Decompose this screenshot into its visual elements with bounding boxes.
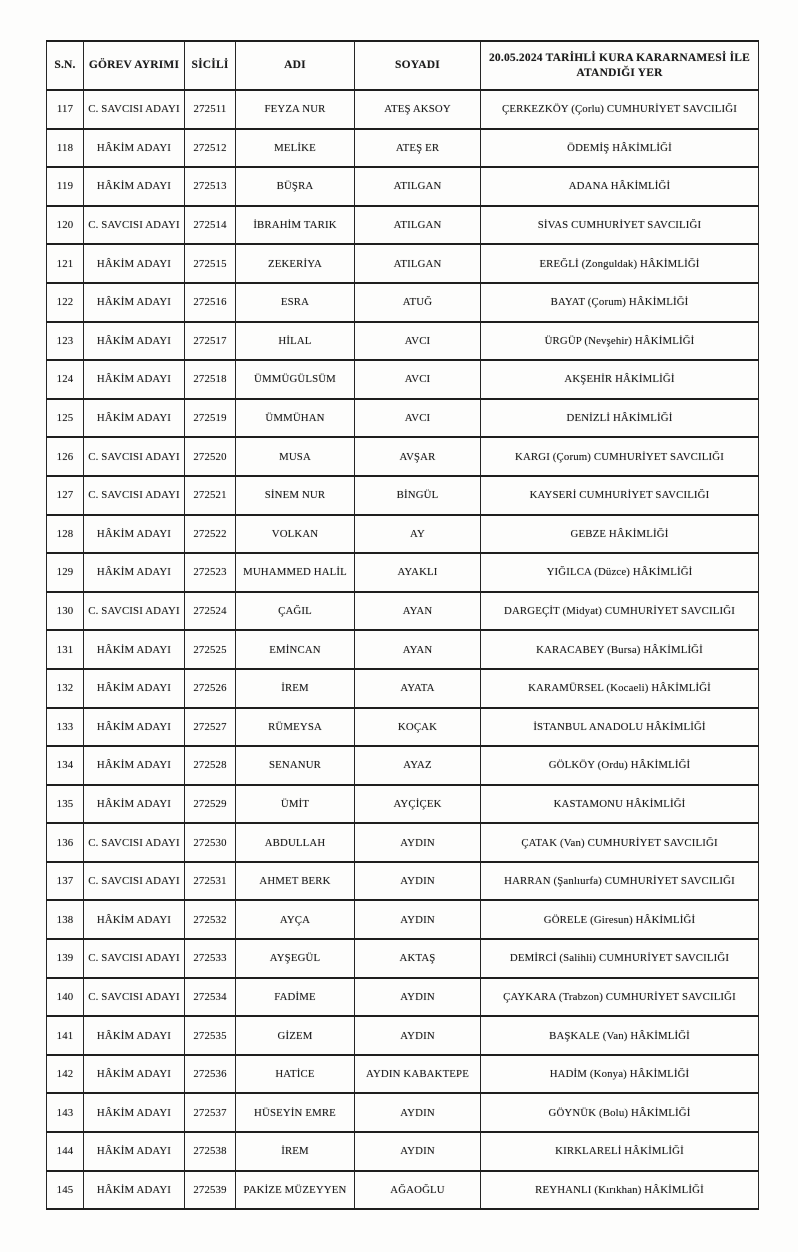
cell-soyadi: AYDIN — [355, 1016, 481, 1055]
cell-adi: FADİME — [236, 978, 355, 1017]
cell-adi: HATİCE — [236, 1055, 355, 1094]
table-row — [47, 515, 759, 554]
cell-soyadi: ATUĞ — [355, 283, 481, 322]
table-row — [47, 283, 759, 322]
cell-yer: YIĞILCA (Düzce) HÂKİMLİĞİ — [481, 553, 759, 592]
cell-gorev: C. SAVCISI ADAYI — [84, 823, 185, 862]
table-header-row — [47, 41, 759, 90]
table-row — [47, 939, 759, 978]
cell-yer: GÖYNÜK (Bolu) HÂKİMLİĞİ — [481, 1093, 759, 1132]
cell-adi: BÜŞRA — [236, 167, 355, 206]
cell-adi: MUSA — [236, 437, 355, 476]
table-row — [47, 437, 759, 476]
cell-adi: MUHAMMED HALİL — [236, 553, 355, 592]
table-row — [47, 708, 759, 747]
cell-adi: ESRA — [236, 283, 355, 322]
cell-yer: AKŞEHİR HÂKİMLİĞİ — [481, 360, 759, 399]
cell-yer: DARGEÇİT (Midyat) CUMHURİYET SAVCILIĞI — [481, 592, 759, 631]
cell-sn: 132 — [47, 669, 84, 708]
cell-gorev: HÂKİM ADAYI — [84, 515, 185, 554]
table-row — [47, 1132, 759, 1171]
cell-gorev: HÂKİM ADAYI — [84, 900, 185, 939]
table-row — [47, 785, 759, 824]
cell-adi: GİZEM — [236, 1016, 355, 1055]
cell-gorev: C. SAVCISI ADAYI — [84, 476, 185, 515]
cell-soyadi: AĞAOĞLU — [355, 1171, 481, 1210]
cell-soyadi: AY — [355, 515, 481, 554]
cell-soyadi: AYDIN — [355, 823, 481, 862]
cell-yer: İSTANBUL ANADOLU HÂKİMLİĞİ — [481, 708, 759, 747]
cell-adi: İREM — [236, 669, 355, 708]
cell-yer: GÖLKÖY (Ordu) HÂKİMLİĞİ — [481, 746, 759, 785]
cell-sicil: 272517 — [185, 322, 236, 361]
cell-gorev: HÂKİM ADAYI — [84, 322, 185, 361]
cell-sn: 130 — [47, 592, 84, 631]
cell-soyadi: BİNGÜL — [355, 476, 481, 515]
cell-sicil: 272513 — [185, 167, 236, 206]
cell-soyadi: KOÇAK — [355, 708, 481, 747]
table-row — [47, 322, 759, 361]
cell-gorev: HÂKİM ADAYI — [84, 785, 185, 824]
cell-sicil: 272533 — [185, 939, 236, 978]
cell-soyadi: ATEŞ ER — [355, 129, 481, 168]
cell-gorev: C. SAVCISI ADAYI — [84, 978, 185, 1017]
cell-yer: DENİZLİ HÂKİMLİĞİ — [481, 399, 759, 438]
column-header-sicil: SİCİLİ — [185, 41, 236, 90]
cell-sicil: 272515 — [185, 244, 236, 283]
cell-yer: GÖRELE (Giresun) HÂKİMLİĞİ — [481, 900, 759, 939]
cell-gorev: C. SAVCISI ADAYI — [84, 206, 185, 245]
cell-adi: RÜMEYSA — [236, 708, 355, 747]
cell-gorev: C. SAVCISI ADAYI — [84, 862, 185, 901]
cell-sicil: 272516 — [185, 283, 236, 322]
cell-sn: 136 — [47, 823, 84, 862]
cell-adi: İBRAHİM TARIK — [236, 206, 355, 245]
cell-gorev: HÂKİM ADAYI — [84, 1132, 185, 1171]
cell-sn: 117 — [47, 90, 84, 129]
cell-sicil: 272535 — [185, 1016, 236, 1055]
table-row — [47, 129, 759, 168]
cell-gorev: HÂKİM ADAYI — [84, 1016, 185, 1055]
cell-sicil: 272530 — [185, 823, 236, 862]
cell-sn: 141 — [47, 1016, 84, 1055]
table-row — [47, 90, 759, 129]
cell-yer: HADİM (Konya) HÂKİMLİĞİ — [481, 1055, 759, 1094]
cell-adi: AYŞEGÜL — [236, 939, 355, 978]
cell-gorev: HÂKİM ADAYI — [84, 129, 185, 168]
cell-sicil: 272531 — [185, 862, 236, 901]
cell-adi: EMİNCAN — [236, 630, 355, 669]
cell-adi: ZEKERİYA — [236, 244, 355, 283]
cell-sn: 131 — [47, 630, 84, 669]
cell-gorev: HÂKİM ADAYI — [84, 1171, 185, 1210]
cell-yer: EREĞLİ (Zonguldak) HÂKİMLİĞİ — [481, 244, 759, 283]
cell-sn: 129 — [47, 553, 84, 592]
table-row — [47, 592, 759, 631]
cell-soyadi: AYATA — [355, 669, 481, 708]
cell-yer: REYHANLI (Kırıkhan) HÂKİMLİĞİ — [481, 1171, 759, 1210]
cell-soyadi: ATILGAN — [355, 167, 481, 206]
cell-adi: SİNEM NUR — [236, 476, 355, 515]
cell-soyadi: AVCI — [355, 399, 481, 438]
cell-gorev: HÂKİM ADAYI — [84, 167, 185, 206]
cell-sicil: 272537 — [185, 1093, 236, 1132]
cell-soyadi: AYAZ — [355, 746, 481, 785]
cell-sicil: 272520 — [185, 437, 236, 476]
cell-yer: ÖDEMİŞ HÂKİMLİĞİ — [481, 129, 759, 168]
cell-sicil: 272512 — [185, 129, 236, 168]
table-row — [47, 1016, 759, 1055]
cell-yer: KIRKLARELİ HÂKİMLİĞİ — [481, 1132, 759, 1171]
table-row — [47, 399, 759, 438]
cell-sicil: 272518 — [185, 360, 236, 399]
cell-sicil: 272524 — [185, 592, 236, 631]
table-row — [47, 862, 759, 901]
cell-soyadi: AVCI — [355, 322, 481, 361]
table-row — [47, 244, 759, 283]
cell-gorev: HÂKİM ADAYI — [84, 1055, 185, 1094]
table-row — [47, 360, 759, 399]
cell-gorev: HÂKİM ADAYI — [84, 746, 185, 785]
cell-sn: 118 — [47, 129, 84, 168]
cell-sicil: 272514 — [185, 206, 236, 245]
cell-sn: 126 — [47, 437, 84, 476]
cell-adi: AYÇA — [236, 900, 355, 939]
column-header-sn: S.N. — [47, 41, 84, 90]
cell-soyadi: ATEŞ AKSOY — [355, 90, 481, 129]
cell-sn: 127 — [47, 476, 84, 515]
cell-sicil: 272521 — [185, 476, 236, 515]
assignment-table — [46, 40, 759, 1210]
table-header — [47, 41, 759, 90]
cell-adi: ÜMMÜGÜLSÜM — [236, 360, 355, 399]
cell-yer: DEMİRCİ (Salihli) CUMHURİYET SAVCILIĞI — [481, 939, 759, 978]
cell-yer: SİVAS CUMHURİYET SAVCILIĞI — [481, 206, 759, 245]
cell-sn: 134 — [47, 746, 84, 785]
cell-adi: HÜSEYİN EMRE — [236, 1093, 355, 1132]
table-row — [47, 900, 759, 939]
cell-gorev: HÂKİM ADAYI — [84, 244, 185, 283]
cell-sicil: 272519 — [185, 399, 236, 438]
cell-sicil: 272539 — [185, 1171, 236, 1210]
cell-sn: 123 — [47, 322, 84, 361]
cell-yer: ÜRGÜP (Nevşehir) HÂKİMLİĞİ — [481, 322, 759, 361]
cell-sn: 133 — [47, 708, 84, 747]
cell-gorev: HÂKİM ADAYI — [84, 553, 185, 592]
cell-soyadi: AYDIN KABAKTEPE — [355, 1055, 481, 1094]
cell-adi: ÇAĞIL — [236, 592, 355, 631]
table-row — [47, 823, 759, 862]
cell-yer: KASTAMONU HÂKİMLİĞİ — [481, 785, 759, 824]
cell-gorev: C. SAVCISI ADAYI — [84, 90, 185, 129]
cell-soyadi: AYDIN — [355, 1132, 481, 1171]
cell-sn: 120 — [47, 206, 84, 245]
column-header-soyadi: SOYADI — [355, 41, 481, 90]
table-row — [47, 167, 759, 206]
cell-yer: KARGI (Çorum) CUMHURİYET SAVCILIĞI — [481, 437, 759, 476]
table-row — [47, 1055, 759, 1094]
cell-sicil: 272511 — [185, 90, 236, 129]
cell-adi: İREM — [236, 1132, 355, 1171]
cell-adi: PAKİZE MÜZEYYEN — [236, 1171, 355, 1210]
cell-adi: ABDULLAH — [236, 823, 355, 862]
cell-sn: 119 — [47, 167, 84, 206]
cell-sicil: 272527 — [185, 708, 236, 747]
cell-gorev: C. SAVCISI ADAYI — [84, 939, 185, 978]
cell-sn: 122 — [47, 283, 84, 322]
column-header-yer: 20.05.2024 TARİHLİ KURA KARARNAMESİ İLE ATANDIĞI YER — [481, 41, 759, 90]
cell-sicil: 272523 — [185, 553, 236, 592]
cell-soyadi: ATILGAN — [355, 206, 481, 245]
cell-yer: ÇAYKARA (Trabzon) CUMHURİYET SAVCILIĞI — [481, 978, 759, 1017]
cell-soyadi: AYAN — [355, 630, 481, 669]
cell-sicil: 272526 — [185, 669, 236, 708]
table-row — [47, 476, 759, 515]
cell-soyadi: ATILGAN — [355, 244, 481, 283]
cell-gorev: HÂKİM ADAYI — [84, 283, 185, 322]
cell-gorev: C. SAVCISI ADAYI — [84, 592, 185, 631]
table-row — [47, 630, 759, 669]
cell-sn: 143 — [47, 1093, 84, 1132]
table-row — [47, 978, 759, 1017]
column-header-gorev: GÖREV AYRIMI — [84, 41, 185, 90]
table-row — [47, 746, 759, 785]
cell-soyadi: AYÇİÇEK — [355, 785, 481, 824]
cell-soyadi: AYDIN — [355, 1093, 481, 1132]
cell-sicil: 272536 — [185, 1055, 236, 1094]
cell-yer: ÇERKEZKÖY (Çorlu) CUMHURİYET SAVCILIĞI — [481, 90, 759, 129]
cell-soyadi: AYDIN — [355, 978, 481, 1017]
cell-yer: KARACABEY (Bursa) HÂKİMLİĞİ — [481, 630, 759, 669]
cell-adi: FEYZA NUR — [236, 90, 355, 129]
cell-sn: 138 — [47, 900, 84, 939]
cell-sn: 145 — [47, 1171, 84, 1210]
cell-sicil: 272534 — [185, 978, 236, 1017]
cell-adi: AHMET BERK — [236, 862, 355, 901]
cell-soyadi: AVŞAR — [355, 437, 481, 476]
table-row — [47, 1093, 759, 1132]
cell-yer: ÇATAK (Van) CUMHURİYET SAVCILIĞI — [481, 823, 759, 862]
cell-yer: GEBZE HÂKİMLİĞİ — [481, 515, 759, 554]
cell-sn: 125 — [47, 399, 84, 438]
cell-soyadi: AYAKLI — [355, 553, 481, 592]
cell-sicil: 272525 — [185, 630, 236, 669]
cell-yer: KARAMÜRSEL (Kocaeli) HÂKİMLİĞİ — [481, 669, 759, 708]
cell-yer: HARRAN (Şanlıurfa) CUMHURİYET SAVCILIĞI — [481, 862, 759, 901]
cell-sn: 137 — [47, 862, 84, 901]
cell-sn: 135 — [47, 785, 84, 824]
cell-gorev: HÂKİM ADAYI — [84, 1093, 185, 1132]
cell-yer: KAYSERİ CUMHURİYET SAVCILIĞI — [481, 476, 759, 515]
cell-sn: 124 — [47, 360, 84, 399]
cell-sicil: 272532 — [185, 900, 236, 939]
cell-sn: 144 — [47, 1132, 84, 1171]
cell-gorev: HÂKİM ADAYI — [84, 708, 185, 747]
cell-adi: ÜMMÜHAN — [236, 399, 355, 438]
column-header-adi: ADI — [236, 41, 355, 90]
cell-yer: ADANA HÂKİMLİĞİ — [481, 167, 759, 206]
cell-gorev: HÂKİM ADAYI — [84, 630, 185, 669]
cell-gorev: C. SAVCISI ADAYI — [84, 437, 185, 476]
cell-gorev: HÂKİM ADAYI — [84, 669, 185, 708]
cell-yer: BAYAT (Çorum) HÂKİMLİĞİ — [481, 283, 759, 322]
table-row — [47, 1171, 759, 1210]
cell-soyadi: AVCI — [355, 360, 481, 399]
cell-sicil: 272528 — [185, 746, 236, 785]
cell-soyadi: AYDIN — [355, 862, 481, 901]
cell-adi: VOLKAN — [236, 515, 355, 554]
cell-adi: HİLAL — [236, 322, 355, 361]
cell-sicil: 272529 — [185, 785, 236, 824]
cell-soyadi: AYAN — [355, 592, 481, 631]
table-row — [47, 669, 759, 708]
table-row — [47, 206, 759, 245]
cell-gorev: HÂKİM ADAYI — [84, 360, 185, 399]
cell-yer: BAŞKALE (Van) HÂKİMLİĞİ — [481, 1016, 759, 1055]
cell-sn: 139 — [47, 939, 84, 978]
cell-adi: SENANUR — [236, 746, 355, 785]
table-body — [47, 90, 759, 1209]
cell-adi: MELİKE — [236, 129, 355, 168]
cell-sn: 142 — [47, 1055, 84, 1094]
cell-soyadi: AKTAŞ — [355, 939, 481, 978]
cell-sn: 128 — [47, 515, 84, 554]
cell-sicil: 272522 — [185, 515, 236, 554]
cell-adi: ÜMİT — [236, 785, 355, 824]
cell-sicil: 272538 — [185, 1132, 236, 1171]
cell-sn: 121 — [47, 244, 84, 283]
cell-gorev: HÂKİM ADAYI — [84, 399, 185, 438]
cell-sn: 140 — [47, 978, 84, 1017]
table-row — [47, 553, 759, 592]
cell-soyadi: AYDIN — [355, 900, 481, 939]
